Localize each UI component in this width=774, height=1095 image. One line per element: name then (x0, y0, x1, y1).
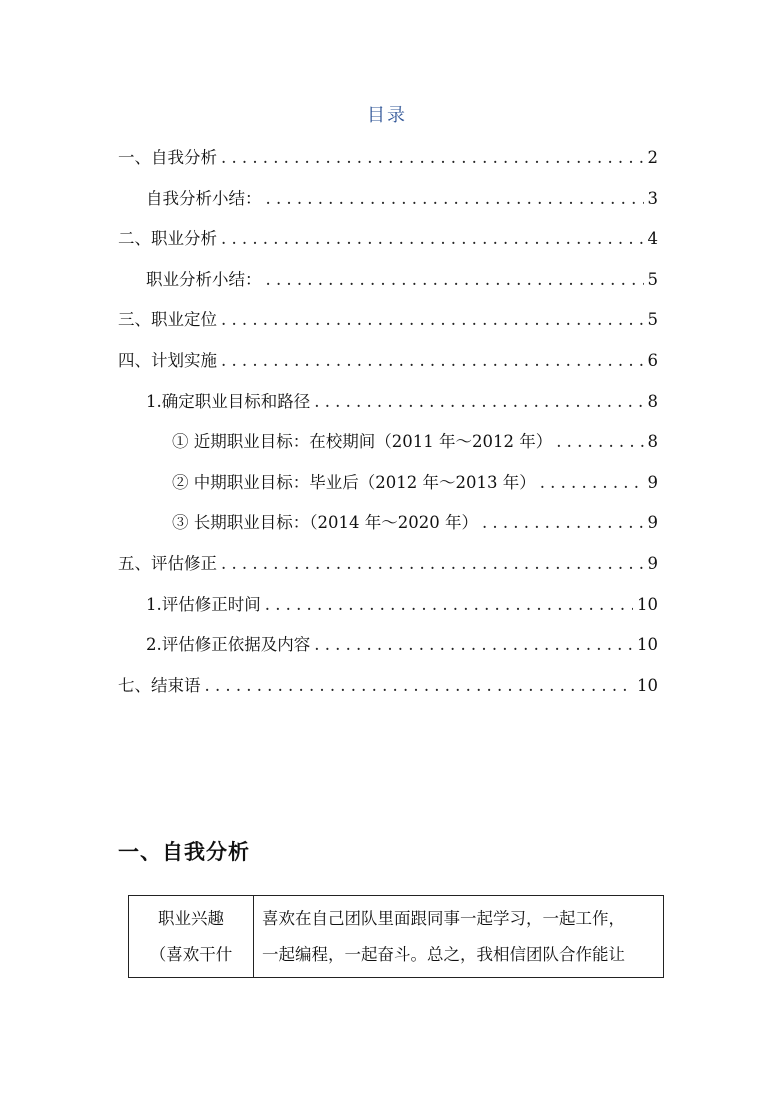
toc-leader-dots (221, 300, 644, 341)
toc-entry[interactable] (118, 138, 658, 179)
toc-entry-label: ② 中期职业目标：毕业后（2012 年～2013 年） (172, 472, 536, 492)
toc-entry-page: 4 (647, 229, 658, 249)
cell-text-line: （喜欢干什 (149, 945, 233, 964)
self-analysis-table (128, 895, 664, 978)
toc-entry[interactable] (118, 341, 658, 382)
toc-entry[interactable] (118, 179, 658, 220)
toc-entry-page: 3 (647, 188, 658, 208)
toc-entry-label: ① 近期职业目标：在校期间（2011 年～2012 年） (172, 432, 553, 452)
toc-entry-page: 5 (647, 310, 658, 330)
section-heading: 一、自我分析 (118, 840, 250, 864)
toc-leader-dots (314, 382, 643, 423)
toc-title: 目录 (367, 105, 407, 126)
toc-entry-page: 10 (637, 635, 658, 655)
toc-entry-page: 8 (647, 391, 658, 411)
toc-entry-label: 职业分析小结： (146, 269, 262, 289)
toc-leader-dots (205, 666, 634, 707)
toc-entry-page: 10 (637, 594, 658, 614)
toc-entry[interactable] (118, 382, 658, 423)
toc-entry-label: 1.评估修正时间 (146, 594, 261, 614)
toc-entry-page: 8 (647, 432, 658, 452)
cell-text-line: 职业兴趣 (158, 909, 224, 928)
toc-entry-label: 二、职业分析 (118, 229, 217, 249)
toc-entry-label: 三、职业定位 (118, 310, 217, 330)
toc-entry-page: 9 (647, 472, 658, 492)
toc-entry[interactable] (118, 300, 658, 341)
toc-leader-dots (221, 341, 644, 382)
toc-entry-page: 2 (647, 148, 658, 167)
toc-entry-label: 五、评估修正 (118, 553, 217, 573)
toc-leader-dots (314, 625, 633, 666)
toc-entry[interactable] (118, 463, 658, 504)
toc-entry[interactable] (118, 260, 658, 301)
toc-entry-label: 2.评估修正依据及内容 (146, 635, 311, 655)
toc-entry-page: 6 (647, 350, 658, 370)
toc-entry-label: 一、自我分析 (118, 148, 217, 167)
toc-entry[interactable] (118, 666, 658, 707)
toc-entry-page: 10 (637, 675, 658, 695)
toc-entry-page: 5 (647, 269, 658, 289)
cell-text-line: 一起编程，一起奋斗。总之，我相信团队合作能让 (262, 945, 625, 964)
toc-leader-dots (221, 219, 644, 260)
toc-entry[interactable] (118, 503, 658, 544)
toc-entry[interactable] (118, 585, 658, 626)
toc-entry-label: 1.确定职业目标和路径 (146, 391, 311, 411)
toc-entry-label: 七、结束语 (118, 675, 201, 695)
toc-leader-dots (221, 544, 644, 585)
toc-leader-dots (221, 138, 644, 179)
toc-entry[interactable] (118, 544, 658, 585)
toc-leader-dots (266, 260, 644, 301)
toc-entry-page: 9 (647, 553, 658, 573)
toc-entry-label: ③ 长期职业目标：（2014 年～2020 年） (172, 513, 478, 533)
toc-leader-dots (265, 585, 633, 626)
toc-leader-dots (540, 463, 644, 504)
toc-entry-label: 四、计划实施 (118, 350, 217, 370)
table-content-cell (254, 896, 663, 977)
toc-leader-dots (266, 179, 644, 220)
toc-leader-dots (556, 422, 643, 463)
table-label-cell (129, 896, 254, 977)
toc-entry-page: 9 (647, 513, 658, 533)
table-of-contents (118, 138, 658, 706)
toc-entry[interactable] (118, 422, 658, 463)
toc-entry[interactable] (118, 625, 658, 666)
toc-entry-label: 自我分析小结： (146, 188, 262, 208)
toc-entry[interactable] (118, 219, 658, 260)
toc-leader-dots (482, 503, 644, 544)
cell-text-line: 喜欢在自己团队里面跟同事一起学习，一起工作， (262, 909, 625, 928)
